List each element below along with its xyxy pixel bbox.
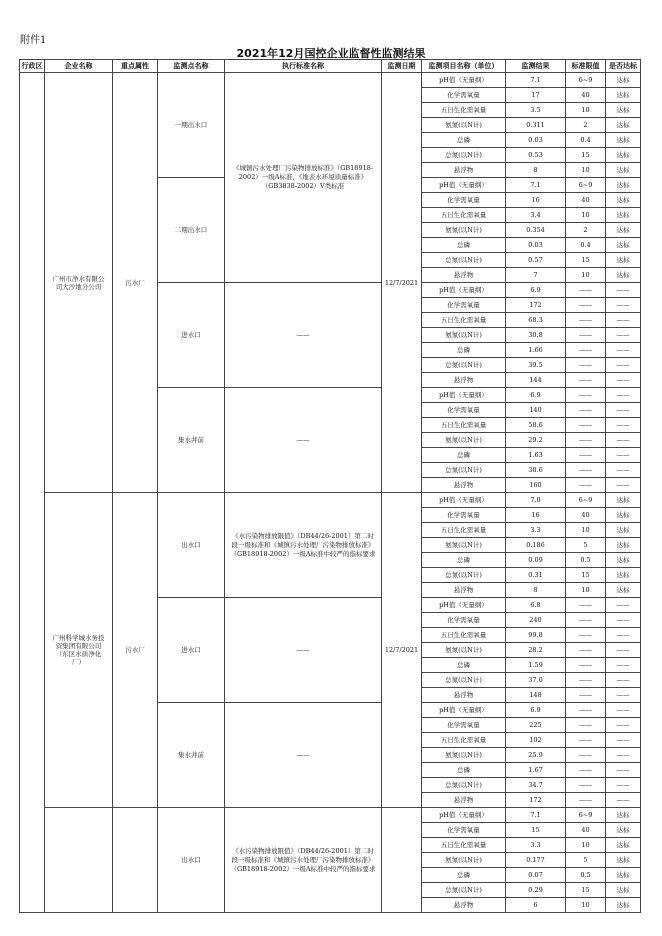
item-name: 氨氮(以N计)	[422, 433, 506, 448]
limit-value: 0.5	[566, 868, 606, 883]
result-value: 17	[506, 88, 566, 103]
result-value: 3.5	[506, 103, 566, 118]
compliance-status: ——	[606, 598, 641, 613]
result-value: 8	[506, 163, 566, 178]
compliance-status: 达标	[606, 118, 641, 133]
compliance-status: ——	[606, 733, 641, 748]
enterprise-name: 广州市净水有限公司大沙地分公司	[45, 73, 113, 493]
result-value: 7.1	[506, 178, 566, 193]
item-name: pH值（无量纲）	[422, 73, 506, 88]
limit-value: 6~9	[566, 808, 606, 823]
result-value: 39.5	[506, 358, 566, 373]
limit-value: ——	[566, 463, 606, 478]
standard-name: ——	[225, 703, 382, 808]
key-attribute: 污水厂	[113, 493, 158, 808]
item-name: 化学需氧量	[422, 508, 506, 523]
compliance-status: ——	[606, 673, 641, 688]
table-row	[20, 808, 641, 823]
result-value: 172	[506, 298, 566, 313]
limit-value: 10	[566, 208, 606, 223]
limit-value: 15	[566, 148, 606, 163]
result-value: 172	[506, 793, 566, 808]
result-value: 160	[506, 478, 566, 493]
limit-value: 6~9	[566, 178, 606, 193]
column-header-date: 监测日期	[382, 60, 422, 73]
item-name: pH值（无量纲）	[422, 178, 506, 193]
result-value: 1.59	[506, 658, 566, 673]
limit-value: 0.5	[566, 553, 606, 568]
limit-value: ——	[566, 478, 606, 493]
limit-value: ——	[566, 373, 606, 388]
limit-value: ——	[566, 763, 606, 778]
result-value: 3.3	[506, 838, 566, 853]
result-value: 6.8	[506, 598, 566, 613]
item-name: 总氮(以N计)	[422, 148, 506, 163]
table-body	[20, 73, 641, 913]
compliance-status: 达标	[606, 193, 641, 208]
column-header-limit: 标准限值	[566, 60, 606, 73]
result-value: 0.177	[506, 853, 566, 868]
compliance-status: 达标	[606, 808, 641, 823]
item-name: 总磷	[422, 133, 506, 148]
limit-value: 2	[566, 118, 606, 133]
result-value: 6.9	[506, 703, 566, 718]
result-value: 148	[506, 688, 566, 703]
item-name: 总氮(以N计)	[422, 883, 506, 898]
monitoring-point-name: 集水井前	[158, 388, 225, 493]
limit-value: ——	[566, 313, 606, 328]
item-name: 悬浮物	[422, 898, 506, 913]
limit-value: 5	[566, 538, 606, 553]
result-value: 3.3	[506, 523, 566, 538]
item-name: pH值（无量纲）	[422, 808, 506, 823]
item-name: 化学需氧量	[422, 403, 506, 418]
item-name: 总磷	[422, 658, 506, 673]
compliance-status: ——	[606, 613, 641, 628]
item-name: 氨氮(以N计)	[422, 748, 506, 763]
limit-value: ——	[566, 673, 606, 688]
item-name: 五日生化需氧量	[422, 838, 506, 853]
limit-value: 0.4	[566, 238, 606, 253]
standard-name: ——	[225, 388, 382, 493]
column-header-standard: 执行标准名称	[225, 60, 382, 73]
result-value: 7.0	[506, 493, 566, 508]
item-name: 总氮(以N计)	[422, 568, 506, 583]
item-name: 五日生化需氧量	[422, 313, 506, 328]
column-header-item: 监测项目名称（单位）	[422, 60, 506, 73]
result-value: 7	[506, 268, 566, 283]
district-cell	[20, 73, 45, 913]
compliance-status: 达标	[606, 538, 641, 553]
item-name: 氨氮(以N计)	[422, 853, 506, 868]
result-value: 38.6	[506, 463, 566, 478]
monitoring-point-name: 进水口	[158, 283, 225, 388]
monitoring-results-table	[19, 59, 641, 913]
limit-value: 10	[566, 268, 606, 283]
limit-value: ——	[566, 778, 606, 793]
limit-value: ——	[566, 283, 606, 298]
compliance-status: ——	[606, 643, 641, 658]
standard-name: 《水污染物排放限值》（DB44/26-2001）第二时段一级标准和《城镇污水处理厂污染物排放标准》（GB18918-2002）一级A标准中较严的指标要求	[225, 493, 382, 598]
compliance-status: 达标	[606, 553, 641, 568]
monitoring-point-name: 二期出水口	[158, 178, 225, 283]
result-value: 3.4	[506, 208, 566, 223]
table-header-row	[20, 60, 641, 73]
result-value: 0.31	[506, 568, 566, 583]
column-header-enterprise: 企业名称	[45, 60, 113, 73]
monitoring-point-name: 一期出水口	[158, 73, 225, 178]
compliance-status: 达标	[606, 178, 641, 193]
limit-value: 15	[566, 568, 606, 583]
result-value: 58.6	[506, 418, 566, 433]
limit-value: 40	[566, 508, 606, 523]
limit-value: ——	[566, 388, 606, 403]
item-name: 悬浮物	[422, 688, 506, 703]
compliance-status: ——	[606, 448, 641, 463]
attachment-label: 附件1	[20, 35, 47, 46]
compliance-status: ——	[606, 778, 641, 793]
result-value: 15	[506, 823, 566, 838]
result-value: 0.57	[506, 253, 566, 268]
compliance-status: ——	[606, 418, 641, 433]
limit-value: ——	[566, 658, 606, 673]
limit-value: 6~9	[566, 493, 606, 508]
column-header-monitoring-point: 监测点名称	[158, 60, 225, 73]
limit-value: ——	[566, 358, 606, 373]
item-name: pH值（无量纲）	[422, 598, 506, 613]
limit-value: 10	[566, 523, 606, 538]
result-value: 6	[506, 898, 566, 913]
column-header-key-attribute: 重点属性	[113, 60, 158, 73]
result-value: 6.9	[506, 388, 566, 403]
monitoring-point-name: 进水口	[158, 598, 225, 703]
compliance-status: 达标	[606, 883, 641, 898]
compliance-status: 达标	[606, 868, 641, 883]
item-name: pH值（无量纲）	[422, 703, 506, 718]
result-value: 6.9	[506, 283, 566, 298]
compliance-status: 达标	[606, 583, 641, 598]
compliance-status: 达标	[606, 508, 641, 523]
compliance-status: 达标	[606, 73, 641, 88]
limit-value: 40	[566, 88, 606, 103]
column-header-district: 行政区	[20, 60, 45, 73]
item-name: 总磷	[422, 553, 506, 568]
compliance-status: 达标	[606, 238, 641, 253]
limit-value: 6~9	[566, 73, 606, 88]
limit-value: ——	[566, 448, 606, 463]
item-name: 氨氮(以N计)	[422, 118, 506, 133]
result-value: 0.09	[506, 553, 566, 568]
item-name: 总氮(以N计)	[422, 463, 506, 478]
item-name: 氨氮(以N计)	[422, 223, 506, 238]
monitoring-date: 12/7/2021	[382, 73, 422, 493]
key-attribute	[113, 808, 158, 913]
limit-value: ——	[566, 733, 606, 748]
compliance-status: ——	[606, 403, 641, 418]
compliance-status: 达标	[606, 493, 641, 508]
compliance-status: 达标	[606, 838, 641, 853]
item-name: 悬浮物	[422, 373, 506, 388]
limit-value: ——	[566, 298, 606, 313]
monitoring-date: 12/7/2021	[382, 493, 422, 808]
compliance-status: 达标	[606, 568, 641, 583]
limit-value: 40	[566, 823, 606, 838]
result-value: 140	[506, 403, 566, 418]
item-name: 五日生化需氧量	[422, 103, 506, 118]
monitoring-point-name: 出水口	[158, 808, 225, 913]
item-name: 化学需氧量	[422, 718, 506, 733]
item-name: 总氮(以N计)	[422, 253, 506, 268]
compliance-status: ——	[606, 343, 641, 358]
compliance-status: 达标	[606, 823, 641, 838]
compliance-status: ——	[606, 463, 641, 478]
limit-value: ——	[566, 343, 606, 358]
result-value: 7.1	[506, 73, 566, 88]
monitoring-point-name: 集水井前	[158, 703, 225, 808]
item-name: pH值（无量纲）	[422, 493, 506, 508]
result-value: 1.66	[506, 343, 566, 358]
table-row	[20, 73, 641, 88]
item-name: 悬浮物	[422, 793, 506, 808]
item-name: 总氮(以N计)	[422, 358, 506, 373]
item-name: pH值（无量纲）	[422, 388, 506, 403]
column-header-result: 监测结果	[506, 60, 566, 73]
item-name: 化学需氧量	[422, 88, 506, 103]
result-value: 0.186	[506, 538, 566, 553]
result-value: 68.3	[506, 313, 566, 328]
result-value: 25.9	[506, 748, 566, 763]
limit-value: 10	[566, 103, 606, 118]
limit-value: ——	[566, 718, 606, 733]
standard-name: ——	[225, 598, 382, 703]
item-name: 氨氮(以N计)	[422, 328, 506, 343]
result-value: 16	[506, 193, 566, 208]
compliance-status: 达标	[606, 523, 641, 538]
compliance-status: 达标	[606, 853, 641, 868]
monitoring-point-name: 出水口	[158, 493, 225, 598]
key-attribute: 污水厂	[113, 73, 158, 493]
result-value: 0.53	[506, 148, 566, 163]
compliance-status: ——	[606, 718, 641, 733]
compliance-status: ——	[606, 328, 641, 343]
result-value: 37.0	[506, 673, 566, 688]
compliance-status: ——	[606, 793, 641, 808]
item-name: 化学需氧量	[422, 613, 506, 628]
result-value: 0.354	[506, 223, 566, 238]
item-name: 五日生化需氧量	[422, 418, 506, 433]
result-value: 225	[506, 718, 566, 733]
enterprise-name	[45, 808, 113, 913]
compliance-status: 达标	[606, 253, 641, 268]
compliance-status: ——	[606, 373, 641, 388]
item-name: 化学需氧量	[422, 298, 506, 313]
limit-value: ——	[566, 628, 606, 643]
result-value: 34.7	[506, 778, 566, 793]
item-name: 总磷	[422, 448, 506, 463]
item-name: 悬浮物	[422, 478, 506, 493]
limit-value: 5	[566, 853, 606, 868]
limit-value: 15	[566, 883, 606, 898]
result-value: 0.03	[506, 133, 566, 148]
item-name: pH值（无量纲）	[422, 283, 506, 298]
compliance-status: 达标	[606, 268, 641, 283]
compliance-status: 达标	[606, 133, 641, 148]
item-name: 总氮(以N计)	[422, 673, 506, 688]
result-value: 1.63	[506, 448, 566, 463]
compliance-status: ——	[606, 688, 641, 703]
result-value: 144	[506, 373, 566, 388]
result-value: 7.1	[506, 808, 566, 823]
compliance-status: ——	[606, 358, 641, 373]
result-value: 8	[506, 583, 566, 598]
result-value: 0.311	[506, 118, 566, 133]
result-value: 28.2	[506, 643, 566, 658]
enterprise-name: 广州科学城水务投资集团有限公司（东区水质净化厂）	[45, 493, 113, 808]
limit-value: ——	[566, 748, 606, 763]
limit-value: 2	[566, 223, 606, 238]
limit-value: ——	[566, 328, 606, 343]
column-header-compliance: 是否达标	[606, 60, 641, 73]
standard-name: 《城镇污水处理厂污染物排放标准》（GB18918-2002）一级A标准，《地表水环境质量标准》（GB3838-2002）V类标准	[225, 73, 382, 283]
result-value: 0.03	[506, 238, 566, 253]
limit-value: ——	[566, 598, 606, 613]
compliance-status: ——	[606, 283, 641, 298]
compliance-status: ——	[606, 478, 641, 493]
limit-value: 10	[566, 163, 606, 178]
item-name: 氨氮(以N计)	[422, 643, 506, 658]
item-name: 悬浮物	[422, 163, 506, 178]
compliance-status: 达标	[606, 148, 641, 163]
limit-value: ——	[566, 793, 606, 808]
limit-value: ——	[566, 418, 606, 433]
item-name: 氨氮(以N计)	[422, 538, 506, 553]
standard-name: ——	[225, 283, 382, 388]
item-name: 总磷	[422, 763, 506, 778]
limit-value: 0.4	[566, 133, 606, 148]
item-name: 化学需氧量	[422, 823, 506, 838]
document-title: 2021年12月国控企业监督性监测结果	[236, 47, 426, 60]
compliance-status: 达标	[606, 88, 641, 103]
monitoring-date	[382, 808, 422, 913]
limit-value: 10	[566, 898, 606, 913]
item-name: 五日生化需氧量	[422, 628, 506, 643]
limit-value: 10	[566, 583, 606, 598]
result-value: 99.8	[506, 628, 566, 643]
compliance-status: ——	[606, 298, 641, 313]
limit-value: 10	[566, 838, 606, 853]
item-name: 五日生化需氧量	[422, 208, 506, 223]
compliance-status: ——	[606, 388, 641, 403]
item-name: 化学需氧量	[422, 193, 506, 208]
limit-value: ——	[566, 703, 606, 718]
compliance-status: ——	[606, 313, 641, 328]
compliance-status: 达标	[606, 223, 641, 238]
result-value: 29.2	[506, 433, 566, 448]
compliance-status: 达标	[606, 163, 641, 178]
limit-value: ——	[566, 433, 606, 448]
compliance-status: ——	[606, 628, 641, 643]
compliance-status: 达标	[606, 898, 641, 913]
item-name: 总氮(以N计)	[422, 778, 506, 793]
item-name: 五日生化需氧量	[422, 523, 506, 538]
item-name: 悬浮物	[422, 583, 506, 598]
limit-value: ——	[566, 688, 606, 703]
result-value: 102	[506, 733, 566, 748]
item-name: 总磷	[422, 868, 506, 883]
limit-value: ——	[566, 643, 606, 658]
result-value: 0.29	[506, 883, 566, 898]
compliance-status: ——	[606, 748, 641, 763]
item-name: 总磷	[422, 238, 506, 253]
compliance-status: ——	[606, 433, 641, 448]
result-value: 30.8	[506, 328, 566, 343]
compliance-status: ——	[606, 703, 641, 718]
item-name: 总磷	[422, 343, 506, 358]
item-name: 五日生化需氧量	[422, 733, 506, 748]
table-row	[20, 493, 641, 508]
compliance-status: ——	[606, 658, 641, 673]
limit-value: ——	[566, 403, 606, 418]
limit-value: 15	[566, 253, 606, 268]
compliance-status: 达标	[606, 208, 641, 223]
limit-value: ——	[566, 613, 606, 628]
result-value: 16	[506, 508, 566, 523]
compliance-status: ——	[606, 763, 641, 778]
result-value: 1.67	[506, 763, 566, 778]
compliance-status: 达标	[606, 103, 641, 118]
result-value: 240	[506, 613, 566, 628]
item-name: 悬浮物	[422, 268, 506, 283]
limit-value: 40	[566, 193, 606, 208]
standard-name: 《水污染物排放限值》（DB44/26-2001）第二时段一级标准和《城镇污水处理厂污染物排放标准》（GB18918-2002）一级A标准中较严的指标要求	[225, 808, 382, 913]
result-value: 0.07	[506, 868, 566, 883]
